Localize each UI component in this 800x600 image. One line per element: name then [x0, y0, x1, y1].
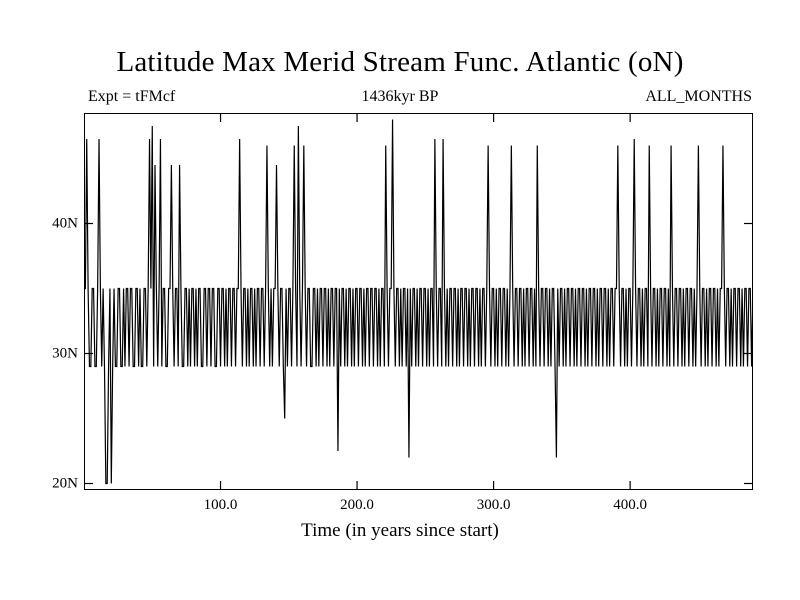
x-axis-label: Time (in years since start) — [301, 520, 499, 541]
x-tick-label: 200.0 — [340, 497, 374, 513]
experiment-label: Expt = tFMcf — [88, 88, 176, 105]
plot-area — [84, 113, 753, 490]
series-line — [84, 113, 753, 490]
y-tick-label: 30N — [52, 345, 78, 361]
x-tick-label: 300.0 — [476, 497, 511, 513]
y-tick-label: 20N — [52, 475, 78, 491]
y-tick-label: 40N — [52, 215, 78, 231]
time-period-label: 1436kyr BP — [361, 88, 439, 105]
x-tick-label: 100.0 — [203, 497, 238, 513]
x-tick-label: 400.0 — [613, 497, 647, 513]
chart-title: Latitude Max Merid Stream Func. Atlantic (oN) — [116, 46, 684, 78]
months-label: ALL_MONTHS — [645, 88, 752, 105]
